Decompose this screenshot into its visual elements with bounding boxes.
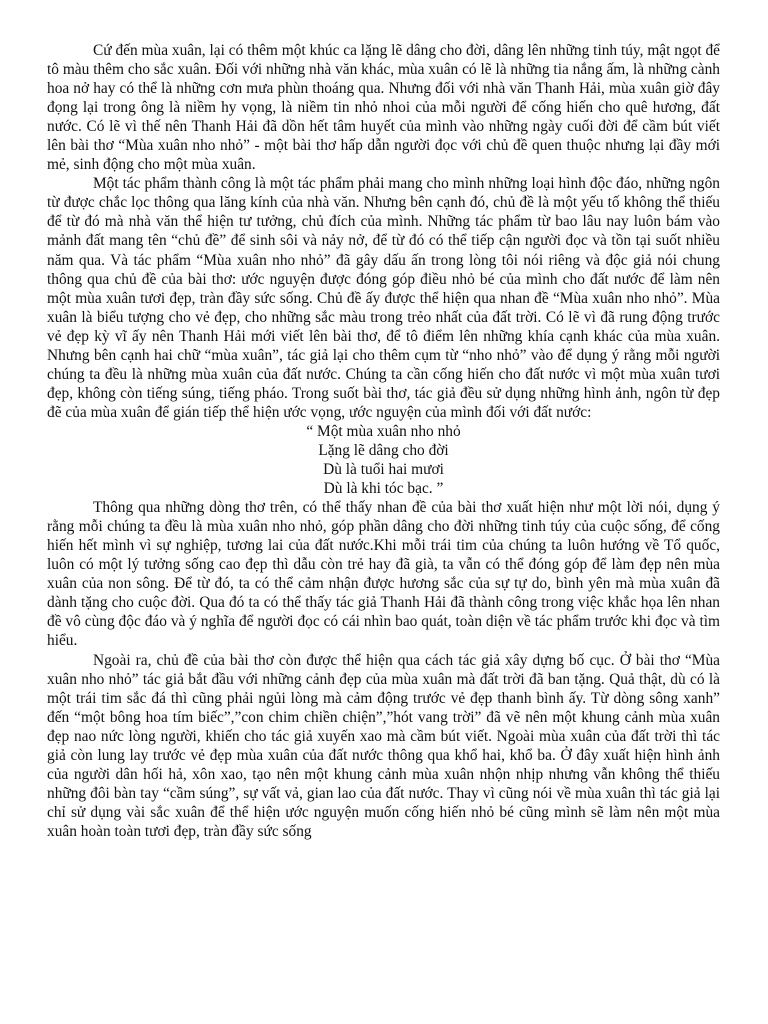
paragraph-theme: Một tác phẩm thành công là một tác phẩm phải mang cho mình những loại hình độc đáo, những ngôn từ được chắc lọc thông qua lăng kính của nhà văn. Nhưng bên cạnh đó, chủ đề là một yếu tố không thể thiếu để từ đó mà nhà văn thể hiện tư tưởng, chủ đích của mình. Những tác phẩm từ bao lâu nay luôn bám vào mảnh đất mang tên “chủ đề” để sinh sôi và nảy nở, để từ đó có thể tiếp cận người đọc và tồn tại suốt nhiều năm qua. Và tác phẩm “Mùa xuân nho nhỏ” đã gây dấu ấn trong lòng tôi nói riêng và độc giả nói chung thông qua chủ đề của bài thơ: ước nguyện được đóng góp điều nhỏ bé của mình cho đất nước để làm nên một mùa xuân tươi đẹp, tràn đầy sức sống. Chủ đề ấy được thể hiện qua nhan đề “Mùa xuân nho nhỏ”. Mùa xuân là biểu tượng cho vẻ đẹp, cho những sắc màu trong trẻo nhất của đất trời. Có lẽ vì đã rung động trước vẻ đẹp kỳ vĩ ấy nên Thanh Hải mới viết lên bài thơ, để tô điểm lên những khía cạnh khác của mùa xuân. Nhưng bên cạnh hai chữ “mùa xuân”, tác giả lại cho thêm cụm từ “nho nhỏ” vào để dụng ý rằng mỗi người chúng ta đều là những mùa xuân của đất nước. Chúng ta cần cống hiến cho đất nước vì một mùa xuân tươi đẹp, không còn tiếng súng, tiếng pháo. Trong suốt bài thơ, tác giả đều sử dụng những hình ảnh, ngôn từ đẹp đẽ của mùa xuân để gián tiếp thể hiện ước vọng, ước nguyện của mình đối với đất nước: xyxy=(47,175,720,421)
paragraph-intro: Cứ đến mùa xuân, lại có thêm một khúc ca lặng lẽ dâng cho đời, dâng lên những tinh túy, mật ngọt để tô màu thêm cho sắc xuân. Đối với những nhà văn khác, mùa xuân có lẽ là những tia nắng ấm, là những cành hoa nở hay có thể là những cơn mưa phùn thoáng qua. Nhưng đối với nhà văn Thanh Hải, mùa xuân giờ đây đọng lại trong ông là niềm hy vọng, là niềm tin nhỏ nhoi của mỗi người để cống hiến cho quê hương, đất nước. Có lẽ vì thế nên Thanh Hải đã dồn hết tâm huyết của mình vào những ngày cuối đời để cầm bút viết lên bài thơ “Mùa xuân nho nhỏ” - một bài thơ hấp dẫn người đọc với chủ đề quen thuộc nhưng lại đầy mới mẻ, sinh động cho một mùa xuân. xyxy=(47,42,720,174)
paragraph-structure: Ngoài ra, chủ đề của bài thơ còn được thể hiện qua cách tác giả xây dựng bố cục. Ở bài thơ “Mùa xuân nho nhỏ” tác giả bắt đầu với những cảnh đẹp của mùa xuân mà đất trời đã ban tặng. Quả thật, dù có là một trái tim sắc đá thì cũng phải ngủi lòng mà cảm động trước vẻ đẹp thanh bình ấy. Từ dòng sông xanh” đến “một bông hoa tím biếc”,”con chim chiền chiện”,”hót vang trời” đã vẽ nên một khung cảnh mùa xuân đẹp nao nức lòng người, khiến cho tác giả xuyến xao mà cầm bút viết. Ngoài mùa xuân của đất trời thì tác giả còn lung lay trước vẻ đẹp mùa xuân của đất nước thông qua khổ hai, khổ ba. Ở đây xuất hiện hình ảnh của người dân hối hả, xôn xao, tạo nên một khung cảnh mùa xuân nhộn nhịp nhưng vẫn không thể thiếu những đôi bàn tay “cầm súng”, sự vất vả, gian lao của đất nước. Thay vì cũng nói về mùa xuân thì tác giả lại chỉ sử dụng vài sắc xuân để thể hiện ước nguyện muốn cống hiến nhỏ bé cũng mình sẽ làm nên một mùa xuân hoàn toàn tươi đẹp, tràn đầy sức sống xyxy=(47,651,720,840)
poem-line: “ Một mùa xuân nho nhỏ xyxy=(306,422,461,440)
poem-line: Dù là khi tóc bạc. ” xyxy=(323,480,444,498)
poem-excerpt xyxy=(47,422,720,498)
paragraph-title-analysis: Thông qua những dòng thơ trên, có thể thấy nhan đề của bài thơ xuất hiện như một lời nói, dụng ý rằng mỗi chúng ta đều là mùa xuân nho nhỏ, góp phần dâng cho đời những tinh túy của cuộc sống, để cống hiến hết mình vì sự nghiệp, tương lai của đất nước.Khi mỗi trái tim của chúng ta luôn hướng về Tổ quốc, luôn có một lý tưởng sống cao đẹp thì dẫu còn trẻ hay đã già, ta vẫn có thể đóng góp để làm đẹp nên mùa xuân của non sông. Để từ đó, ta có thể cảm nhận được hương sắc của sự tự do, bình yên mà mùa xuân đã dành tặng cho cuộc đời. Qua đó ta có thể thấy tác giả Thanh Hải đã thành công trong việc khắc họa lên nhan đề vô cùng độc đáo và ý nghĩa để người đọc có cái nhìn bao quát, toàn diện về tác phẩm trước khi đọc và tìm hiểu. xyxy=(47,499,720,650)
poem-line: Dù là tuổi hai mươi xyxy=(323,461,444,479)
document-page xyxy=(47,41,720,841)
poem-line: Lặng lẽ dâng cho đời xyxy=(318,441,449,459)
